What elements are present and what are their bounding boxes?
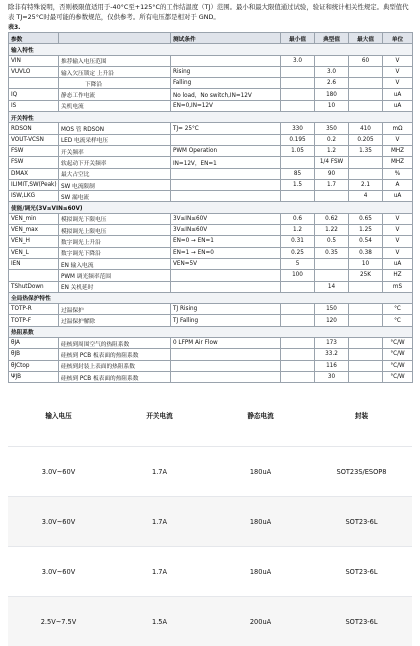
spec-group-row [9, 202, 413, 213]
product-row [8, 547, 412, 597]
spec-cell: 3.0 [281, 55, 315, 66]
spec-cell: 10 [315, 100, 349, 111]
spec-cell: RDSON [9, 123, 59, 134]
spec-cell: ΨJB [9, 371, 59, 382]
spec-row [9, 55, 413, 66]
spec-cell: 过温保护解除 [59, 315, 171, 326]
product-header-cell: 开关电流 [109, 384, 210, 447]
product-cell: 2.5V~7.5V [8, 597, 109, 646]
spec-cell: 数字调光下降沿 [59, 247, 171, 258]
spec-cell: 14 [315, 281, 349, 292]
spec-cell [315, 270, 349, 281]
spec-cell [349, 338, 383, 349]
spec-cell: V [383, 78, 413, 89]
spec-cell: FSW [9, 157, 59, 168]
spec-cell: EN=1 → EN=0 [171, 247, 281, 258]
product-cell: 1.5A [109, 597, 210, 646]
spec-cell [349, 281, 383, 292]
spec-cell [9, 270, 59, 281]
spec-row [9, 360, 413, 371]
spec-cell: V [383, 66, 413, 77]
spec-cell: 静态工作电流 [59, 89, 171, 100]
spec-cell: 5 [281, 258, 315, 269]
spec-cell [349, 360, 383, 371]
spec-row [9, 247, 413, 258]
spec-cell: SW 漏电流 [59, 191, 171, 202]
spec-header-cell: 最大值 [349, 33, 383, 44]
spec-row [9, 225, 413, 236]
spec-cell: 180 [315, 89, 349, 100]
spec-cell [171, 360, 281, 371]
spec-cell: 100 [281, 270, 315, 281]
spec-cell [281, 281, 315, 292]
spec-cell: 60 [349, 55, 383, 66]
product-cell: 3.0V~60V [8, 497, 109, 547]
spec-cell [171, 191, 281, 202]
product-header-cell: 静态电流 [210, 384, 311, 447]
product-cell: 200uA [210, 597, 311, 646]
spec-cell: °C/W [383, 338, 413, 349]
spec-row [9, 315, 413, 326]
spec-cell: LED 电流采样电压 [59, 134, 171, 145]
spec-cell: 116 [315, 360, 349, 371]
spec-row [9, 338, 413, 349]
spec-cell: 0.5 [315, 236, 349, 247]
spec-cell [315, 55, 349, 66]
spec-cell: θJA [9, 338, 59, 349]
spec-cell [349, 66, 383, 77]
spec-cell: VIN [9, 55, 59, 66]
spec-cell: 1.5 [281, 179, 315, 190]
spec-row [9, 270, 413, 281]
spec-cell [281, 157, 315, 168]
spec-cell [281, 78, 315, 89]
spec-row [9, 179, 413, 190]
spec-cell: uA [383, 191, 413, 202]
spec-cell: °C/W [383, 371, 413, 382]
spec-cell: TJ= 25°C [171, 123, 281, 134]
spec-cell [349, 100, 383, 111]
spec-cell: 0.2 [315, 134, 349, 145]
spec-group-row [9, 44, 413, 55]
spec-cell [281, 360, 315, 371]
spec-cell: mS [383, 281, 413, 292]
spec-cell: 4 [349, 191, 383, 202]
spec-cell: 2.6 [315, 78, 349, 89]
spec-cell: 0.54 [349, 236, 383, 247]
spec-cell [349, 315, 383, 326]
spec-cell: 软起动下开关频率 [59, 157, 171, 168]
spec-cell: ILIMIT,SW(Peak) [9, 179, 59, 190]
spec-cell: 模拟调光下限电压 [59, 213, 171, 224]
spec-cell: 输入欠压锁定 上升沿 [59, 66, 171, 77]
table-title: 表3. [0, 24, 420, 32]
spec-cell [281, 100, 315, 111]
spec-cell: 3.0 [315, 66, 349, 77]
spec-row [9, 66, 413, 77]
spec-cell [171, 349, 281, 360]
product-cell: 180uA [210, 497, 311, 547]
product-cell: SOT23-6L [311, 547, 412, 597]
spec-cell: TOTP-R [9, 304, 59, 315]
spec-cell: 0.38 [349, 247, 383, 258]
spec-cell: 90 [315, 168, 349, 179]
spec-cell: 410 [349, 123, 383, 134]
spec-header-row [9, 33, 413, 44]
spec-group-label: 开关特性 [9, 112, 413, 123]
spec-row [9, 78, 413, 89]
spec-cell: 25K [349, 270, 383, 281]
spec-cell: 10 [349, 258, 383, 269]
spec-group-label: 热阻系数 [9, 326, 413, 337]
spec-group-label: 输入特性 [9, 44, 413, 55]
spec-cell: A [383, 179, 413, 190]
spec-cell: uA [383, 100, 413, 111]
spec-cell: VOUT-VCSN [9, 134, 59, 145]
spec-cell: 0.35 [315, 247, 349, 258]
spec-cell: EN=0,IN=12V [171, 100, 281, 111]
spec-row [9, 191, 413, 202]
spec-cell [349, 157, 383, 168]
spec-row [9, 304, 413, 315]
spec-cell: 1.22 [315, 225, 349, 236]
spec-cell: 关机电流 [59, 100, 171, 111]
spec-cell: 下降沿 [59, 78, 171, 89]
product-cell: 180uA [210, 547, 311, 597]
spec-cell: IS [9, 100, 59, 111]
spec-cell: TShutDown [9, 281, 59, 292]
spec-cell [349, 349, 383, 360]
spec-cell: 0.6 [281, 213, 315, 224]
product-cell: SOT23-6L [311, 597, 412, 646]
spec-cell [171, 281, 281, 292]
spec-cell: 硅核到周围空气的热阻系数 [59, 338, 171, 349]
spec-row [9, 89, 413, 100]
product-row [8, 447, 412, 497]
spec-cell: TOTP-F [9, 315, 59, 326]
spec-cell: θJB [9, 349, 59, 360]
spec-cell: 1.35 [349, 145, 383, 156]
spec-cell: 0.195 [281, 134, 315, 145]
intro-paragraph: 除非有特殊说明，否则极限值适用于-40°C至+125°C的工作结温度（TJ）范围。最小和最大限值通过试验，验证和统计相关性规定。典型值代表 TJ=25°C时最可能的参数规范，仅供参考。所有电压都是相对于 GND。 [0, 0, 420, 24]
spec-cell: 数字调光上升沿 [59, 236, 171, 247]
spec-cell: ISW,LKG [9, 191, 59, 202]
spec-cell: IQ [9, 89, 59, 100]
spec-cell: 120 [315, 315, 349, 326]
spec-cell: 最大占空比 [59, 168, 171, 179]
spec-row [9, 134, 413, 145]
spec-cell [281, 338, 315, 349]
spec-header-cell: 参数 [9, 33, 59, 44]
spec-cell: 0.31 [281, 236, 315, 247]
spec-cell: 推荐输入电压范围 [59, 55, 171, 66]
spec-cell: 33.2 [315, 349, 349, 360]
spec-cell: MHZ [383, 157, 413, 168]
spec-group-label: 使能/调光(3V≤VIN≤60V) [9, 202, 413, 213]
spec-cell [281, 315, 315, 326]
spec-header-cell [59, 33, 171, 44]
spec-cell: HZ [383, 270, 413, 281]
spec-header-cell: 最小值 [281, 33, 315, 44]
spec-cell: 3V≤IN≤60V [171, 213, 281, 224]
spec-row [9, 258, 413, 269]
spec-cell: 0.65 [349, 213, 383, 224]
spec-row [9, 157, 413, 168]
spec-cell: MOS 管 RDSON [59, 123, 171, 134]
spec-group-row [9, 292, 413, 303]
spec-cell: uA [383, 89, 413, 100]
spec-cell: IN=12V，EN=1 [171, 157, 281, 168]
spec-cell: V [383, 225, 413, 236]
spec-cell: °C/W [383, 349, 413, 360]
spec-cell: PWM 调光频率范围 [59, 270, 171, 281]
spec-cell: VEN_min [9, 213, 59, 224]
spec-cell: 硅核到 PCB 板表面的热阻系数 [59, 371, 171, 382]
spec-cell: 1.2 [281, 225, 315, 236]
spec-cell: VEN_L [9, 247, 59, 258]
spec-cell: No load，No switch,IN=12V [171, 89, 281, 100]
spec-cell: 0.25 [281, 247, 315, 258]
spec-cell [281, 304, 315, 315]
product-cell: 1.7A [109, 447, 210, 497]
product-cell: 3.0V~60V [8, 547, 109, 597]
product-cell: 1.7A [109, 547, 210, 597]
spec-cell: V [383, 134, 413, 145]
spec-cell [281, 89, 315, 100]
spec-cell: IEN [9, 258, 59, 269]
spec-cell [281, 349, 315, 360]
product-row [8, 597, 412, 646]
spec-cell: Falling [171, 78, 281, 89]
product-cell: 3.0V~60V [8, 447, 109, 497]
spec-cell: Rising [171, 66, 281, 77]
spec-cell: VEN=5V [171, 258, 281, 269]
spec-cell [171, 55, 281, 66]
spec-cell [315, 191, 349, 202]
spec-cell: °C [383, 315, 413, 326]
spec-cell: 0.62 [315, 213, 349, 224]
spec-cell: TJ Falling [171, 315, 281, 326]
spec-cell: V [383, 247, 413, 258]
spec-cell: V [383, 55, 413, 66]
spec-cell: 3V≤IN≤60V [171, 225, 281, 236]
spec-cell [281, 371, 315, 382]
spec-cell: 2.1 [349, 179, 383, 190]
spec-cell [171, 134, 281, 145]
spec-cell [349, 371, 383, 382]
spec-cell [171, 179, 281, 190]
spec-row [9, 236, 413, 247]
product-cell: SOT23S/ESOP8 [311, 447, 412, 497]
spec-cell: TJ Rising [171, 304, 281, 315]
product-comparison-table [8, 384, 412, 646]
spec-row [9, 100, 413, 111]
spec-cell [281, 66, 315, 77]
spec-cell: 0 LFPM Air Flow [171, 338, 281, 349]
spec-row [9, 281, 413, 292]
spec-cell: 85 [281, 168, 315, 179]
spec-cell: 硅核到 PCB 板表面的热阻系数 [59, 349, 171, 360]
spec-cell [349, 89, 383, 100]
spec-cell: DMAX [9, 168, 59, 179]
spec-cell: 0.205 [349, 134, 383, 145]
spec-row [9, 123, 413, 134]
product-header-cell: 封装 [311, 384, 412, 447]
spec-cell: uA [383, 258, 413, 269]
spec-cell: 1/4 FSW [315, 157, 349, 168]
electrical-characteristics-table [8, 32, 413, 383]
spec-group-row [9, 112, 413, 123]
spec-cell: 硅核到封装上表面的热阻系数 [59, 360, 171, 371]
spec-cell [281, 191, 315, 202]
spec-cell: 过温保护 [59, 304, 171, 315]
product-cell: 180uA [210, 447, 311, 497]
spec-cell: VEN_max [9, 225, 59, 236]
spec-group-row [9, 326, 413, 337]
spec-cell: °C [383, 304, 413, 315]
spec-cell: MHZ [383, 145, 413, 156]
spec-cell: mΩ [383, 123, 413, 134]
spec-row [9, 145, 413, 156]
product-table-section [8, 384, 412, 646]
spec-cell: VUVLO [9, 66, 59, 77]
spec-header-cell: 测试条件 [171, 33, 281, 44]
spec-cell [171, 270, 281, 281]
spec-cell: % [383, 168, 413, 179]
spec-cell: 350 [315, 123, 349, 134]
spec-cell [349, 304, 383, 315]
spec-cell: 173 [315, 338, 349, 349]
spec-cell [315, 258, 349, 269]
spec-row [9, 213, 413, 224]
product-cell: 1.7A [109, 497, 210, 547]
spec-row [9, 168, 413, 179]
spec-header-cell: 典型值 [315, 33, 349, 44]
spec-cell: EN 输入电流 [59, 258, 171, 269]
spec-cell: 1.7 [315, 179, 349, 190]
spec-cell: EN=0 → EN=1 [171, 236, 281, 247]
spec-cell [171, 168, 281, 179]
spec-cell [9, 78, 59, 89]
product-header-cell: 输入电压 [8, 384, 109, 447]
product-header-row [8, 384, 412, 447]
spec-header-cell: 单位 [383, 33, 413, 44]
spec-group-label: 全局热保护特性 [9, 292, 413, 303]
spec-row [9, 371, 413, 382]
spec-cell: 模拟调光上限电压 [59, 225, 171, 236]
spec-cell: SW 电流限制 [59, 179, 171, 190]
spec-cell [349, 168, 383, 179]
spec-cell: V [383, 213, 413, 224]
spec-cell: FSW [9, 145, 59, 156]
product-row [8, 497, 412, 547]
spec-cell: PWM Operation [171, 145, 281, 156]
spec-cell: 150 [315, 304, 349, 315]
spec-cell: 1.25 [349, 225, 383, 236]
spec-cell: VEN_H [9, 236, 59, 247]
spec-row [9, 349, 413, 360]
spec-cell: 330 [281, 123, 315, 134]
spec-cell [171, 371, 281, 382]
spec-cell: EN 关机延时 [59, 281, 171, 292]
spec-cell: 30 [315, 371, 349, 382]
spec-cell: °C/W [383, 360, 413, 371]
spec-cell [349, 78, 383, 89]
spec-cell: 开关频率 [59, 145, 171, 156]
spec-cell: 1.2 [315, 145, 349, 156]
product-cell: SOT23-6L [311, 497, 412, 547]
spec-cell: θJCtop [9, 360, 59, 371]
spec-cell: 1.05 [281, 145, 315, 156]
spec-cell: V [383, 236, 413, 247]
